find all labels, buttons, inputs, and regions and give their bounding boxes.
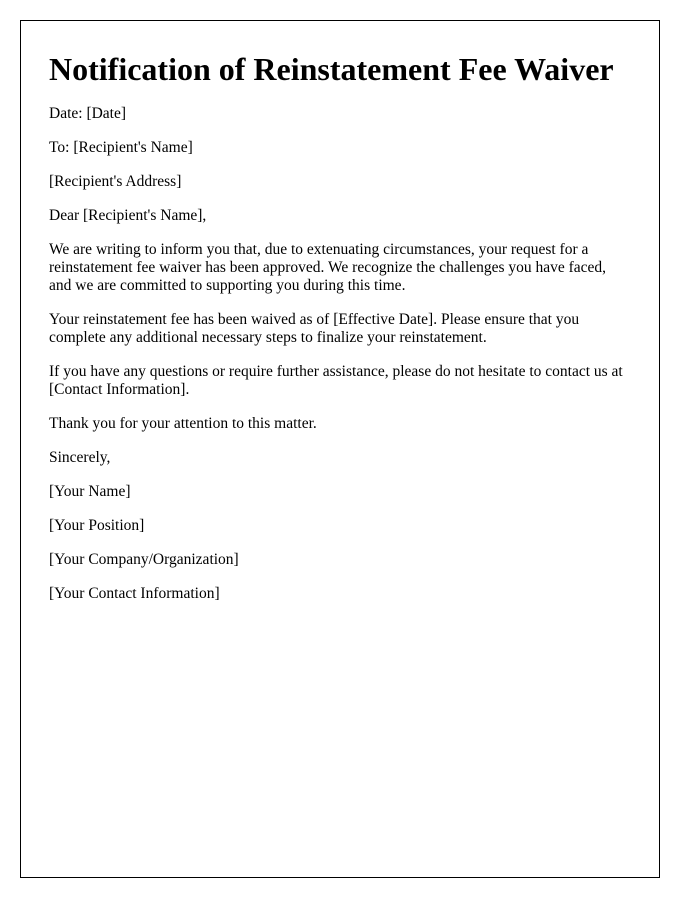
signature-contact: [Your Contact Information] — [49, 585, 220, 602]
signature-position: [Your Position] — [49, 517, 145, 534]
signature-organization: [Your Company/Organization] — [49, 551, 239, 568]
recipient-address-line: [Recipient's Address] — [49, 173, 182, 190]
signature-name: [Your Name] — [49, 483, 131, 500]
body-paragraph-thanks: Thank you for your attention to this matter. — [49, 415, 317, 432]
letter-page — [20, 20, 660, 878]
recipient-name-line: To: [Recipient's Name] — [49, 139, 193, 156]
body-paragraph-approval: We are writing to inform you that, due to extenuating circumstances, your request for a reinstatement fee waiver has been approved. We recognize the challenges you have faced, and we are committed to supporting you during this time. — [49, 241, 607, 294]
body-paragraph-effective-date: Your reinstatement fee has been waived as of [Effective Date]. Please ensure that you complete any additional necessary steps to finalize your reinstatement. — [49, 311, 580, 346]
closing: Sincerely, — [49, 449, 111, 466]
body-paragraph-contact: If you have any questions or require further assistance, please do not hesitate to contact us at [Contact Information]. — [49, 363, 623, 398]
date-line: Date: [Date] — [49, 105, 127, 122]
salutation: Dear [Recipient's Name], — [49, 207, 207, 224]
letter-title: Notification of Reinstatement Fee Waiver — [49, 51, 614, 87]
